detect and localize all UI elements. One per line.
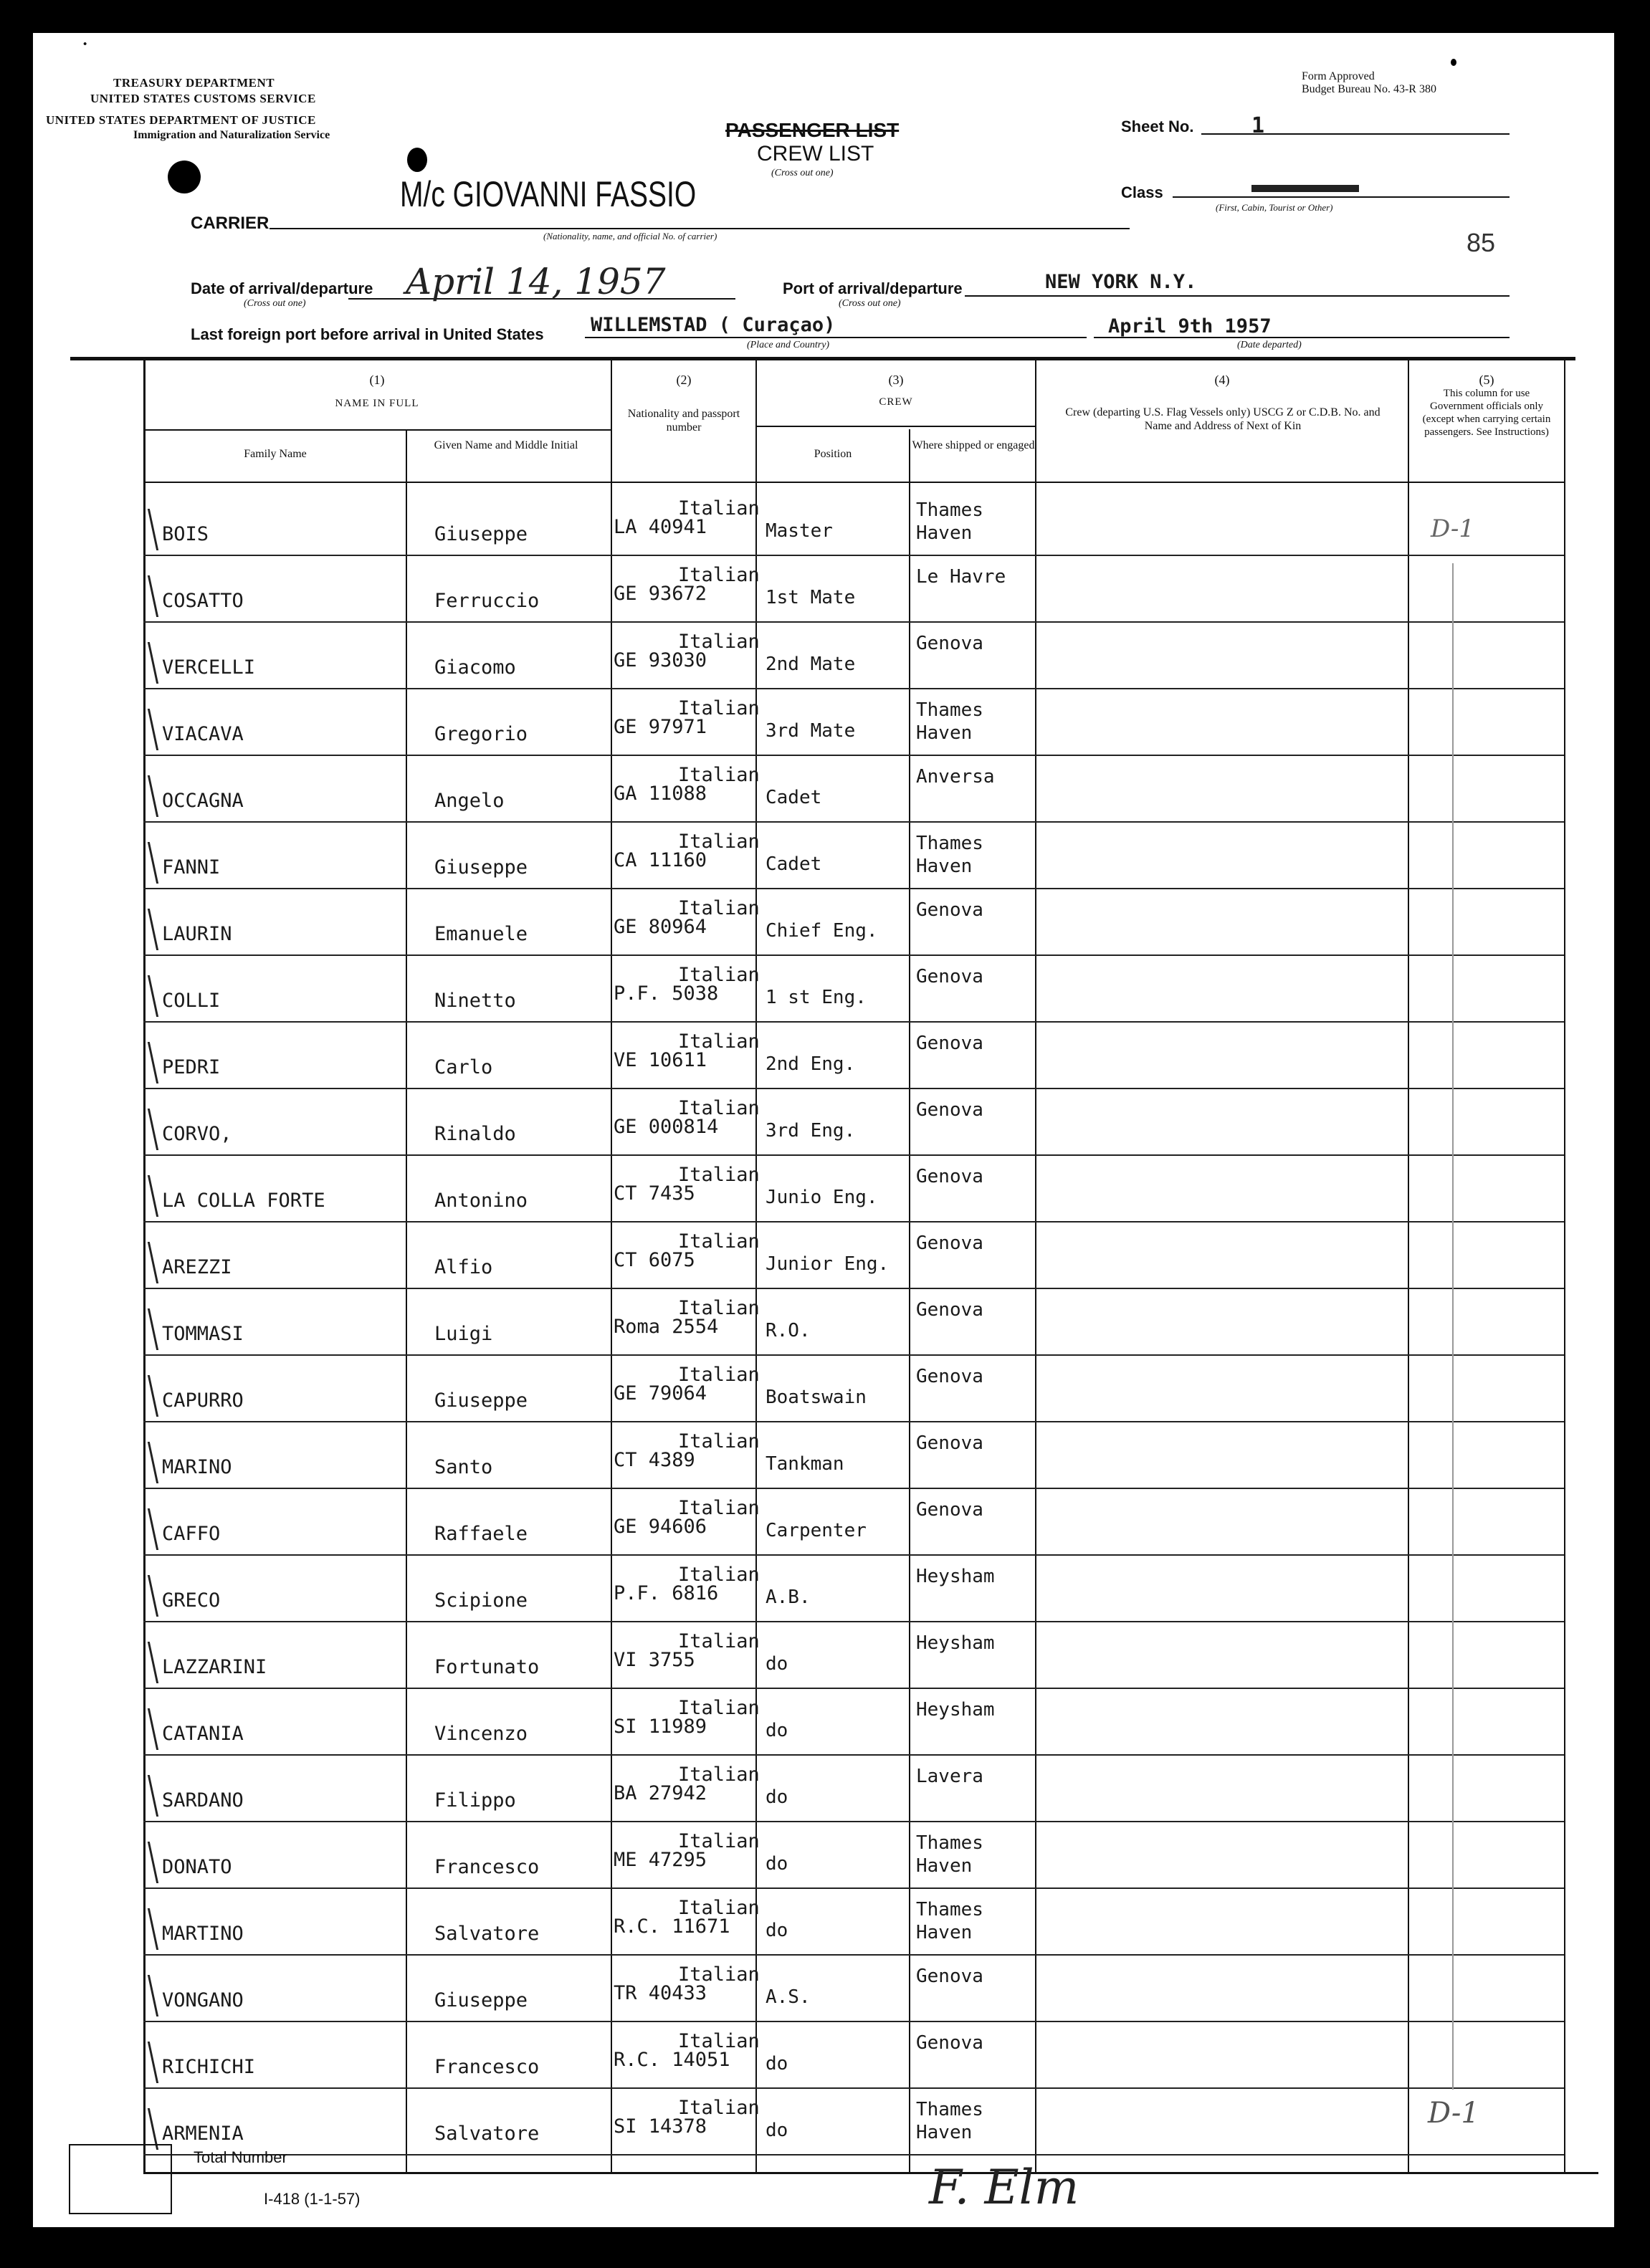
position: do [766,1720,788,1741]
position: Carpenter [766,1520,867,1541]
where-shipped: Anversa [916,766,995,788]
family-name: CAFFO [162,1523,221,1545]
family-name: SARDANO [162,1789,244,1812]
passport-number: P.F. 6816 [614,1582,719,1604]
given-name: Alfio [434,1256,493,1278]
passport-number: R.C. 11671 [614,1915,730,1938]
table-row [143,1954,1564,1956]
table-row [143,1088,1564,1089]
col1a-title: Family Name [244,448,307,460]
passport-number: CT 6075 [614,1249,695,1271]
nationality: Italian [678,1564,760,1586]
dept-treasury: TREASURY DEPARTMENT [113,76,275,90]
col5-number: (5) [1479,373,1494,387]
family-name: BOIS [162,523,209,545]
passport-number: GE 93672 [614,583,707,605]
where-shipped: Thames Haven [916,2099,983,2143]
nationality: Italian [678,1164,760,1186]
table-row [143,2087,1564,2089]
passport-number: BA 27942 [614,1782,707,1804]
crew-list-title: CREW LIST [757,142,874,166]
where-shipped: Thames Haven [916,833,983,877]
table-row [143,888,1564,889]
passport-number: R.C. 14051 [614,2049,730,2071]
where-shipped: Thames Haven [916,699,983,744]
table-row [143,1554,1564,1556]
family-name: PEDRI [162,1056,221,1078]
col5-title: This column for use Government officials only (except when carrying certain passengers. See Instructions) [1422,388,1551,438]
given-name: Ferruccio [434,590,540,612]
family-name: CORVO, [162,1123,232,1145]
class-hint: (First, Cabin, Tourist or Other) [1216,202,1333,213]
date-departed-hint: (Date departed) [1237,340,1302,350]
nationality: Italian [678,2030,760,2052]
punch-hole-1 [168,161,201,193]
position: Cadet [766,787,822,808]
table-row [143,954,1564,956]
where-shipped: Heysham [916,1699,995,1721]
passport-number: SI 14378 [614,2115,707,2138]
where-shipped: Genova [916,1966,983,1987]
nationality: Italian [678,631,760,653]
table-row [143,1354,1564,1356]
position: 2nd Mate [766,654,856,675]
annotation-vertical-line [1452,563,1454,2090]
where-shipped: Genova [916,1499,983,1521]
given-name: Luigi [434,1323,493,1345]
where-shipped: Genova [916,1166,983,1187]
dept-immigration: Immigration and Naturalization Service [133,129,330,141]
family-name: CATANIA [162,1723,244,1745]
given-name: Angelo [434,790,505,812]
family-name: COSATTO [162,590,244,612]
position: 3rd Eng. [766,1120,856,1142]
position: Cadet [766,853,822,875]
where-shipped: Genova [916,1366,983,1387]
passport-number: LA 40941 [614,516,707,538]
passport-number: ME 47295 [614,1849,707,1871]
last-port-value: WILLEMSTAD ( Curaçao) [591,314,836,336]
form-approved: Form Approved [1302,70,1375,82]
crew-list-form: • TREASURY DEPARTMENT UNITED STATES CUSTOMS SERVICE UNITED STATES DEPARTMENT OF JUSTICE Immigration and Naturalization Service Form Approved Budget Bureau No. 43-R 380 PASSENGER LIST CREW LIST (Cross out one) Sheet No. 1 Class (First, Cabin, Tourist or Other) 85 CARRIER M/c GIOVANNI FASSIO (Nationality, name, and official No. of carrier) Date of arrival/departure (Cross out one) April 14, 1957 Port of arrival/departure (Cross out one) NEW YORK N.Y. Last foreign port before arrival in United States WILLEMSTAD ( Curaçao) (Place and Country) April 9th 1957 (Date departed) (1) NAME IN FULL Family Name Given Name and Middle Initial (2) Nationality and passport number (3) CREW Position Where shipped or engaged (4) Crew (departing U.S. Flag Vessels only) USCG Z or C.D.B. No. and Name and Address of Next of Kin (5) This column for use Government officials only (except when carrying certain passengers. See Instructions) BOIS Giuseppe Italian LA 40941 Master Thames Haven COSATTO Ferruccio Italian GE 93672 1st Mate Le Havre VERCELLI Giacomo Italian GE 93030 2nd Mate Genova VIACAVA Gregorio Italian GE 97971 3rd Mate Thames Haven OCCAGNA Angelo Italian GA 11088 Cadet Anversa FANNI Giuseppe Italian CA 11160 Cadet Thames Haven LAURIN Emanuele Italian GE 80964 Chief Eng. Genova COLLI Ninetto Italian P.F. 5038 1 st Eng. Genova PEDRI Carlo Italian VE 10611 2nd Eng. Genova CORVO, Rinaldo Italian GE 000814 3rd Eng. Genova LA COLLA FORTE Antonino Italian CT 7435 Junio Eng. Genova AREZZI Alfio Italian CT 6075 Junior Eng. Genova TOMMASI Luigi Italian Roma 2554 R.O. Genova CAPURRO Giuseppe Italian GE 79064 Boatswain Genova MARINO Santo Italian CT 4389 Tankman Genova CAFFO Raffaele Italian GE 94606 Carpenter Genova GRECO Scipione Italian P.F. 6816 A.B. Heysham LAZZARINI Fortunato Italian VI 3755 do Heysham CATANIA Vincenzo Italian SI 11989 do Heysham SARDANO Filippo Italian BA 27942 do Lavera DONATO Francesco Italian ME 47295 do Thames Haven MARTINO Salvatore Italian R.C. 11671 do Thames Haven VONGANO Giuseppe Italian TR 40433 A.S. Genova RICHICHI Francesco Italian R.C. 14051 do Genova ARMENIA Salvatore Italian SI 14378 do Thames Haven D-1 D-1 Total Number I-418 (1-1-57) F. Elm [33,33,1614,2227]
nationality: Italian [678,1230,760,1253]
col1-number: (1) [369,373,385,387]
family-name: ARMENIA [162,2123,244,2145]
col3-title: CREW [879,396,913,408]
table-row [143,621,1564,623]
passport-number: VI 3755 [614,1649,695,1671]
given-name: Santo [434,1456,493,1478]
table-row [143,1021,1564,1023]
table-row [143,1154,1564,1156]
where-shipped: Genova [916,899,983,921]
given-name: Giuseppe [434,1989,528,2011]
passport-number: GE 80964 [614,916,707,938]
passport-number: Roma 2554 [614,1316,719,1338]
annotation-d1-bottom: D-1 [1428,2097,1479,2130]
given-name: Giuseppe [434,1389,528,1412]
nationality: Italian [678,964,760,986]
table-row [143,1688,1564,1689]
dept-customs: UNITED STATES CUSTOMS SERVICE [90,92,316,105]
col2-title: Nationality and passport number [627,408,740,434]
passport-number: CT 4389 [614,1449,695,1471]
table-row [143,2021,1564,2022]
passport-number: CT 7435 [614,1182,695,1205]
position: Boatswain [766,1387,867,1408]
nationality: Italian [678,831,760,853]
table-row [143,1754,1564,1756]
family-name: COLLI [162,990,221,1012]
nationality: Italian [678,497,760,520]
family-name: LAZZARINI [162,1656,267,1678]
position: do [766,1653,788,1675]
where-shipped: Thames Haven [916,499,983,544]
passport-number: GE 79064 [614,1382,707,1405]
family-name: MARINO [162,1456,232,1478]
col3b-title: Where shipped or engaged [912,439,1035,451]
position: Junio Eng. [766,1187,878,1208]
page-number: 85 [1467,228,1496,257]
given-name: Vincenzo [434,1723,528,1745]
port-label: Port of arrival/departure [783,279,963,297]
sheet-value: 1 [1251,113,1265,138]
family-name: VIACAVA [162,723,244,745]
family-name: TOMMASI [162,1323,244,1345]
position: A.B. [766,1587,811,1608]
given-name: Ninetto [434,990,516,1012]
nationality: Italian [678,564,760,586]
given-name: Antonino [434,1190,528,1212]
where-shipped: Genova [916,1099,983,1121]
position: do [766,1853,788,1875]
where-shipped: Genova [916,1299,983,1321]
table-row [143,1621,1564,1622]
position: R.O. [766,1320,811,1341]
table-top-rule [70,357,1575,360]
signature: F. Elm [929,2160,1079,2215]
col4-title: Crew (departing U.S. Flag Vessels only) USCG Z or C.D.B. No. and Name and Address of Next of Kin [1065,406,1380,432]
cross-out-hint: (Cross out one) [771,168,834,178]
position: 1 st Eng. [766,987,867,1008]
family-name: VERCELLI [162,656,256,679]
total-number-box [69,2144,172,2214]
annotation-d1-top: D-1 [1431,515,1475,543]
position: do [766,2120,788,2141]
given-name: Giuseppe [434,856,528,879]
where-shipped: Genova [916,966,983,987]
carrier-hint: (Nationality, name, and official No. of carrier) [543,231,717,241]
nationality: Italian [678,1430,760,1453]
nationality: Italian [678,1630,760,1652]
position: 2nd Eng. [766,1053,856,1075]
family-name: MARTINO [162,1923,244,1945]
carrier-label: CARRIER [191,214,270,233]
nationality: Italian [678,1030,760,1053]
where-shipped: Thames Haven [916,1899,983,1943]
given-name: Filippo [434,1789,516,1812]
family-name: GRECO [162,1589,221,1612]
class-label: Class [1121,183,1163,201]
table-row [143,1421,1564,1422]
nationality: Italian [678,1497,760,1519]
passport-number: CA 11160 [614,849,707,871]
nationality: Italian [678,1963,760,1986]
where-shipped: Genova [916,1033,983,1054]
nationality: Italian [678,1697,760,1719]
where-shipped: Lavera [916,1766,983,1787]
passport-number: GE 93030 [614,649,707,671]
position: do [766,1786,788,1808]
given-name: Scipione [434,1589,528,1612]
table-row [143,821,1564,823]
given-name: Francesco [434,1856,540,1878]
given-name: Rinaldo [434,1123,516,1145]
sheet-label: Sheet No. [1121,118,1194,135]
nationality: Italian [678,1897,760,1919]
passport-number: GA 11088 [614,783,707,805]
last-port-label: Last foreign port before arrival in United States [191,325,544,343]
given-name: Raffaele [434,1523,528,1545]
where-shipped: Genova [916,2032,983,2054]
position: do [766,2053,788,2075]
family-name: VONGANO [162,1989,244,2011]
col1-title: NAME IN FULL [335,398,419,409]
where-shipped: Genova [916,1432,983,1454]
where-shipped: Thames Haven [916,1832,983,1877]
port-value: NEW YORK N.Y. [1045,271,1197,293]
total-number-label: Total Number [194,2148,287,2166]
given-name: Carlo [434,1056,493,1078]
table-row [143,1887,1564,1889]
col1b-title: Given Name and Middle Initial [434,439,578,451]
given-name: Salvatore [434,1923,540,1945]
given-name: Francesco [434,2056,540,2078]
class-value-crossed [1251,185,1359,192]
family-name: OCCAGNA [162,790,244,812]
family-name: RICHICHI [162,2056,256,2078]
port-hint: (Cross out one) [839,298,901,309]
where-shipped: Genova [916,1233,983,1254]
col3-number: (3) [888,373,904,387]
punch-hole-2 [407,148,427,172]
position: Junior Eng. [766,1253,890,1275]
col2-number: (2) [676,373,692,387]
table-row [143,755,1564,756]
passport-number: P.F. 5038 [614,982,719,1005]
position: 1st Mate [766,587,856,608]
given-name: Fortunato [434,1656,540,1678]
position: Master [766,520,833,542]
passport-number: VE 10611 [614,1049,707,1071]
date-arrival-hint: (Cross out one) [244,298,306,309]
passenger-list-title: PASSENGER LIST [725,119,900,141]
nationality: Italian [678,897,760,919]
passport-number: GE 97971 [614,716,707,738]
given-name: Giacomo [434,656,516,679]
date-arrival-value: April 14, 1957 [406,261,666,302]
nationality: Italian [678,1097,760,1119]
table-row [143,1221,1564,1222]
date-arrival-label: Date of arrival/departure [191,279,373,297]
ink-dot [1451,59,1456,66]
carrier-value: M/c GIOVANNI FASSIO [400,174,697,214]
passport-number: GE 94606 [614,1516,707,1538]
dept-justice: UNITED STATES DEPARTMENT OF JUSTICE [46,113,316,127]
given-name: Giuseppe [434,523,528,545]
passport-number: SI 11989 [614,1716,707,1738]
col4-number: (4) [1214,373,1230,387]
nationality: Italian [678,2097,760,2119]
table-row [143,688,1564,689]
form-number: I-418 (1-1-57) [264,2190,361,2208]
nationality: Italian [678,697,760,719]
table-row [143,555,1564,556]
family-name: LA COLLA FORTE [162,1190,325,1212]
date-departed-value: April 9th 1957 [1108,315,1272,338]
given-name: Gregorio [434,723,528,745]
position: 3rd Mate [766,720,856,742]
position: Chief Eng. [766,920,878,942]
position: A.S. [766,1986,811,2008]
family-name: CAPURRO [162,1389,244,1412]
last-port-hint: (Place and Country) [747,340,830,350]
family-name: LAURIN [162,923,232,945]
budget-bureau: Budget Bureau No. 43-R 380 [1302,83,1436,95]
given-name: Emanuele [434,923,528,945]
position: Tankman [766,1453,844,1475]
table-row [143,1288,1564,1289]
passport-number: GE 000814 [614,1116,719,1138]
nationality: Italian [678,1764,760,1786]
position: do [766,1920,788,1941]
nationality: Italian [678,764,760,786]
nationality: Italian [678,1830,760,1852]
nationality: Italian [678,1297,760,1319]
family-name: FANNI [162,856,221,879]
col3a-title: Position [814,448,852,460]
where-shipped: Heysham [916,1566,995,1587]
table-row [143,2154,1564,2155]
family-name: DONATO [162,1856,232,1878]
table-row [143,1821,1564,1822]
nationality: Italian [678,1364,760,1386]
where-shipped: Genova [916,633,983,654]
passport-number: TR 40433 [614,1982,707,2004]
where-shipped: Heysham [916,1632,995,1654]
given-name: Salvatore [434,2123,540,2145]
table-row [143,1488,1564,1489]
where-shipped: Le Havre [916,566,1006,588]
family-name: AREZZI [162,1256,232,1278]
